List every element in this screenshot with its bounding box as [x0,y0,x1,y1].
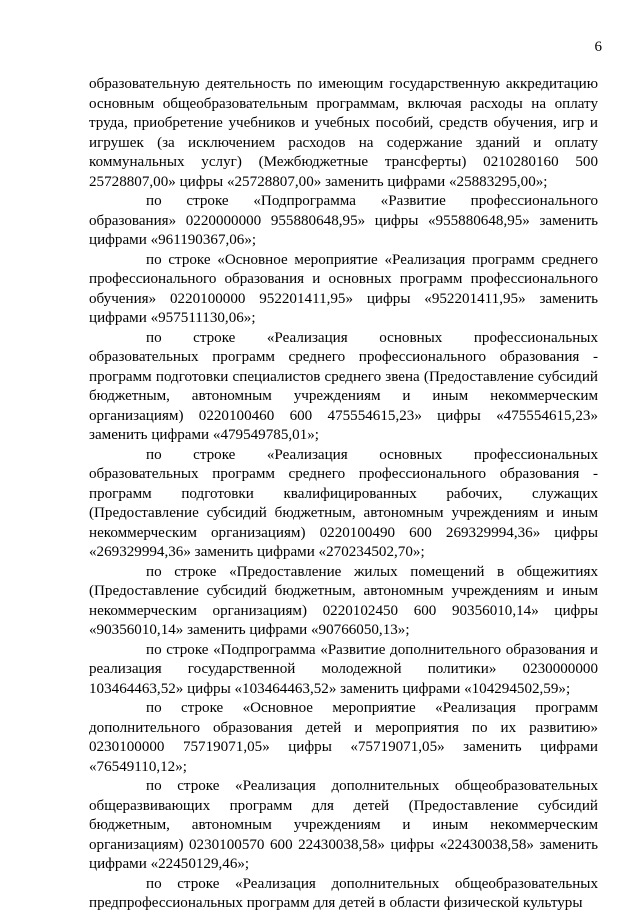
document-body [89,75,598,914]
paragraph: образовательную деятельность по имеющим государственную аккредитацию основным общеобразовательным программам, включая расходы на оплату труда, приобретение учебников и учебных пособий, средств обучения, игр и игрушек (за исключением расходов на содержание зданий и оплату коммунальных услуг) (Межбюджетные трансферты) 0210280160 500 25728807,00» цифры «25728807,00» заменить цифрами «25883295,00»; [89,76,598,190]
page-number: 6 [594,39,602,55]
paragraph: по строке «Реализация основных профессиональных образовательных программ среднего профессионального образования - программ подготовки специалистов среднего звена (Предоставление субсидий бюджетным, автономным учреждениям и иным некоммерческим организациям) 0220100460 600 475554615,23» цифры «475554615,23» заменить цифрами «479549785,01»; [89,329,598,443]
paragraph: по строке «Основное мероприятие «Реализация программ среднего профессионального образования и основных программ профессионального обучения» 0220100000 952201411,95» цифры «952201411,95» заменить цифрами «957511130,06»; [89,251,598,326]
paragraph: по строке «Предоставление жилых помещений в общежитиях (Предоставление субсидий бюджетным, автономным учреждениям и иным некоммерческим организациям) 0220102450 600 90356010,14» цифры «90356010,14» заменить цифрами «90766050,13»; [89,563,598,638]
paragraph: по строке «Реализация дополнительных общеобразовательных общеразвивающих программ для детей (Предоставление субсидий бюджетным, автономным учреждениям и иным некоммерческим организациям) 0230100570 600 22430038,58» цифры «22430038,58» заменить цифрами «22450129,46»; [89,778,598,872]
paragraph: по строке «Реализация дополнительных общеобразовательных предпрофессиональных программ для детей в области физической культуры [89,875,598,911]
paragraph: по строке «Реализация основных профессиональных образовательных программ среднего профессионального образования - программ подготовки квалифицированных рабочих, служащих (Предоставление субсидий бюджетным, автономным учреждениям и иным некоммерческим организациям) 0220100490 600 269329994,36» цифры «269329994,36» заменить цифрами «270234502,70»; [89,446,598,560]
paragraph: по строке «Основное мероприятие «Реализация программ дополнительного образования детей и мероприятия по их развитию» 0230100000 75719071,05» цифры «75719071,05» заменить цифрами «76549110,12»; [89,700,598,775]
paragraph: по строке «Подпрограмма «Развитие профессионального образования» 0220000000 955880648,95» цифры «955880648,95» заменить цифрами «961190367,06»; [89,193,598,248]
paragraph: по строке «Подпрограмма «Развитие дополнительного образования и реализация государственной молодежной политики» 0230000000 103464463,52» цифры «103464463,52» заменить цифрами «104294502,59»; [89,641,598,697]
